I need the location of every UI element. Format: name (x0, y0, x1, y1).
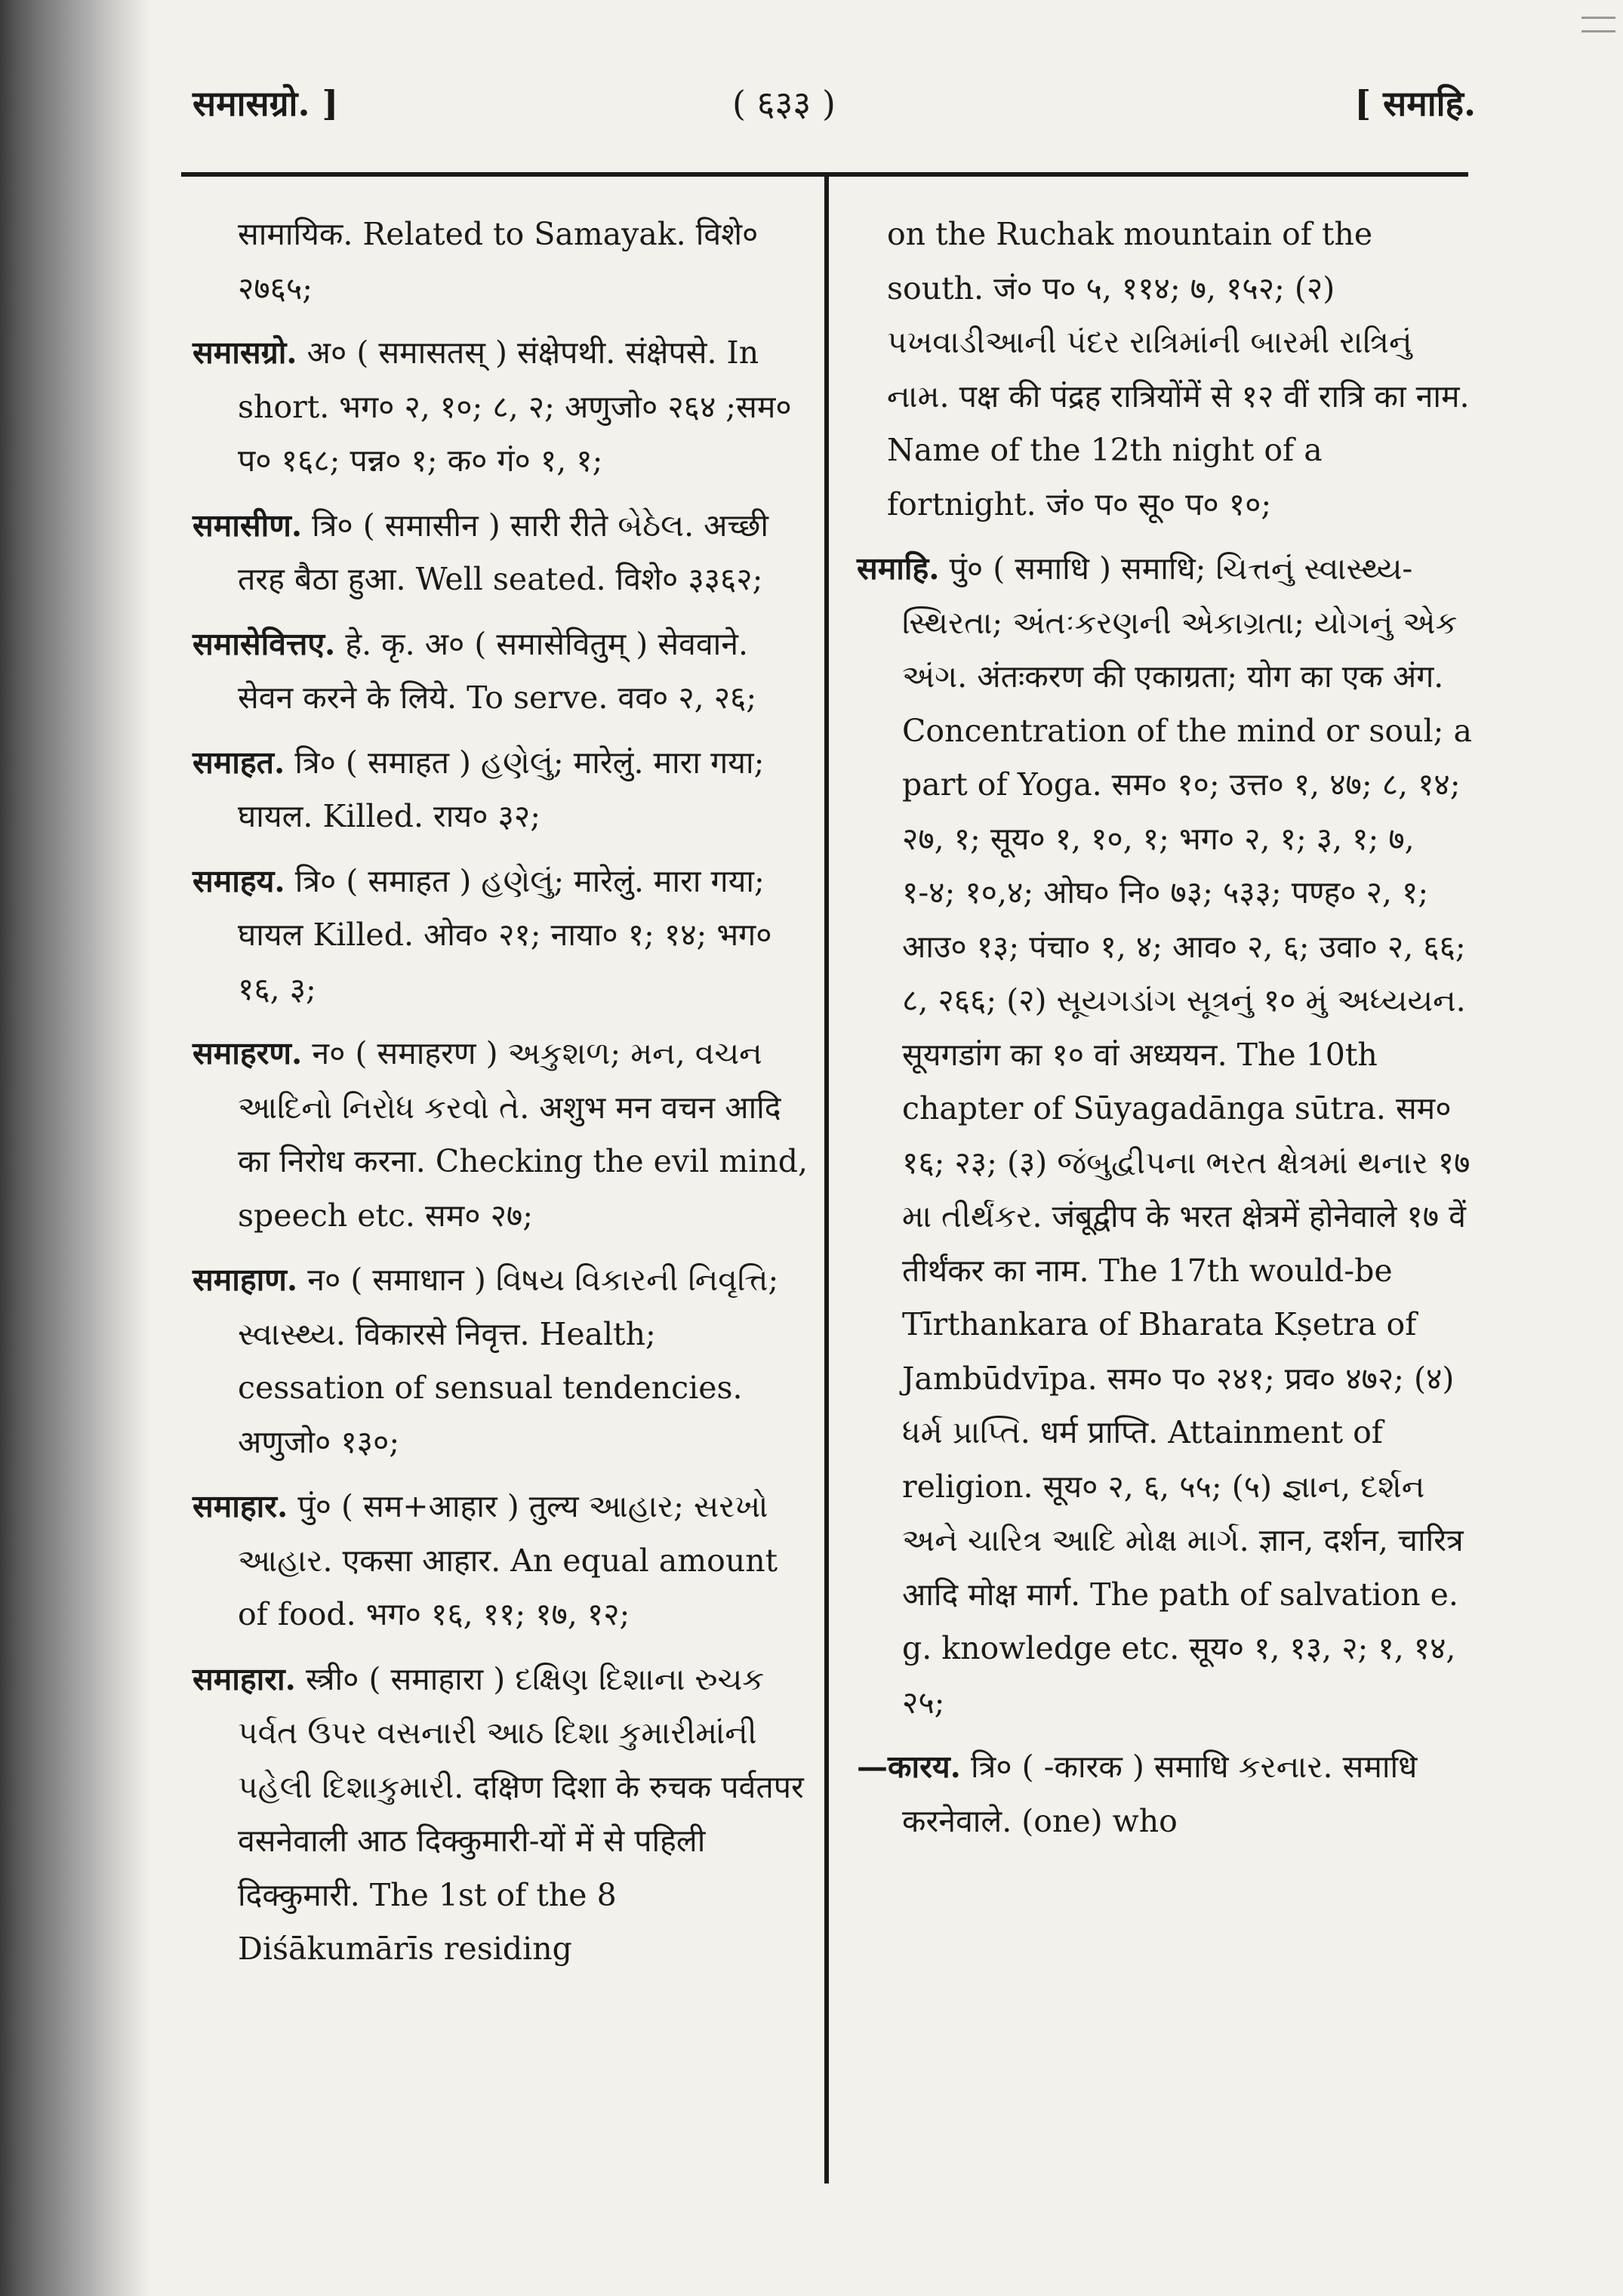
left-column (192, 208, 812, 1987)
dictionary-entry (192, 326, 812, 488)
dictionary-entry (192, 618, 812, 726)
entry-text: त्रि० ( -कारक ) समाधि કરનાર. समाधि करनेवाले. (one) who (902, 1749, 1418, 1839)
corner-mark (1581, 17, 1615, 19)
entry-text: हे. कृ. अ० ( समासेवितुम् ) सेववाने. सेवन करने के लिये. To serve. वव० २, २६; (238, 625, 757, 716)
column-divider (824, 175, 829, 2184)
entry-text: न० ( समाहरण ) અકુશળ; મન, વચન આદિનો નિરોધ કરવો તે. अशुभ मन वचन आदि का निरोध करना. Checking the evil mind, speech etc. सम० २७; (238, 1035, 808, 1234)
corner-mark (1581, 30, 1615, 32)
entry-headword: समासीण. (192, 507, 303, 544)
entry-headword: समाहय. (192, 862, 285, 899)
entry-text: पुं० ( समाधि ) समाधि; ચિત્તનું સ્વાસ્થ્ય-સ્થિરતા; અંતઃકરણની એકાગ્રતા; યોગનું એક અંગ. अंतःकरण की एकाग्रता; योग का एक अंग. Concentration of the mind or soul; a part of Yoga. सम० १०; उत्त० १, ४७; ८, १४; २७, १; सूय० १, १०, १; भग० २, १; ३, १; ७, १-४; १०,४; ओघ० नि० ७३; ५३३; पण्ह० २, १; आउ० १३; पंचा० १, ४; आव० २, ६; उवा० २, ६६; ८, २६६; (२) સૂયગડાંગ સૂત્રનું १० મું અધ્યયન. सूयगडांग का १० वां अध्ययन. The 10th chapter of Sūyagadānga sūtra. सम० १६; २३; (३) જંબુદ્વીપના ભરત ક્ષેત્રમાં થનાર १७ મા તીર્થંકર. जंबूद्वीप के भरत क्षेत्रमें होनेवाले १७ वें तीर्थंकर का नाम. The 17th would-be Tīrthankara of Bharata Kṣetra of Jambūdvīpa. सम० प० २४१; प्रव० ४७२; (४) ધર્મ પ્રાપ્તિ. धर्म प्राप्ति. Attainment of religion. सूय० २, ६, ५५; (५) જ્ઞાન, દર્શન અને ચારિત્ર આદિ મોક્ષ માર્ગ. ज्ञान, दर्शन, चारित्र आदि मोक्ष मार्ग. The path of salvation e. g. knowledge etc. सूय० १, १३, २; १, १४, २५; (902, 550, 1472, 1721)
dictionary-entry (192, 736, 812, 844)
header-left-guide-word: समासग्रो. ] (192, 83, 339, 124)
dictionary-entry (857, 1740, 1472, 1848)
page-header (192, 79, 1476, 147)
entry-text: त्रि० ( समाहत ) હણેલું; मारेलुं. मारा गया; घायल. Killed. राय० ३२; (238, 744, 765, 834)
header-right-guide-word: [ समाहि. (1354, 83, 1476, 124)
dictionary-entry (192, 1653, 812, 1977)
entry-headword: समासेवित्तए. (192, 625, 336, 662)
entry-text: स्त्री० ( समाहारा ) દક્ષિણ દિશાના રુચક પર્વત ઉપર વસનારી આઠ દિશા કુમારીમાંની પહેલી દિશાકુમારી. दक्षिण दिशा के रुचक पर्वतपर वसनेवाली आठ दिक्कुमारी-यों में से पहिली दिक्कुमारी. The 1st of the 8 Diśākumārīs residing (238, 1660, 804, 1967)
dictionary-entry (857, 208, 1472, 532)
dictionary-entry (192, 499, 812, 607)
dictionary-entry (192, 855, 812, 1017)
entry-headword: समाहि. (857, 550, 940, 587)
entry-headword: समाहत. (192, 744, 285, 781)
entry-text: न० ( समाधान ) વિષય વિકારની નિવૃત્તિ; સ્વાસ્થ્ય. विकारसे निवृत्त. Health; cessation of sensual tendencies. अणुजो० १३०; (238, 1262, 779, 1460)
dictionary-entry (192, 208, 812, 316)
entry-text: अ० ( समासतस् ) संक्षेपथी. संक्षेपसे. In short. भग० २, १०; ८, २; अणुजो० २६४ ;सम० प० १६८; पन्न० १; क० गं० १, १; (238, 334, 792, 479)
right-column (857, 208, 1472, 1859)
dictionary-entry (192, 1480, 812, 1642)
entry-headword: समासग्रो. (192, 334, 297, 371)
entry-text: सामायिक. Related to Samayak. विशे० २७६५; (238, 216, 759, 307)
entry-headword: समाहाण. (192, 1262, 298, 1298)
dictionary-entry (857, 542, 1472, 1730)
entry-text: on the Ruchak mountain of the south. जं० प० ५, ११४; ७, १५२; (२) પખવાડીઆની પંદર રાત્રિમાંની બારમી રાત્રિનું નામ. पक्ष की पंद्रह रात्रियोंमें से १२ वीं रात्रि का नाम. Name of the 12th night of a fortnight. जं० प० सू० प० १०; (887, 216, 1470, 522)
dictionary-entry (192, 1027, 812, 1243)
entry-text: त्रि० ( समाहत ) હણેલું; मारेलुं. मारा गया; घायल Killed. ओव० २१; नाया० १; १४; भग० १६, ३; (238, 862, 772, 1007)
entry-headword: समाहार. (192, 1488, 288, 1524)
entry-headword: समाहरण. (192, 1035, 303, 1071)
entry-headword: समाहारा. (192, 1660, 296, 1697)
entry-headword: —कारय. (857, 1749, 961, 1785)
entry-text: त्रि० ( समासीन ) सारी रीते બેઠેલ. अच्छी तरह बैठा हुआ. Well seated. विशे० ३३६२; (238, 507, 768, 597)
page-number: ( ६३३ ) (732, 83, 836, 124)
dictionary-entry (192, 1253, 812, 1469)
entry-text: पुं० ( सम+आहार ) तुल्य આહાર; સરખો આહાર. एकसा आहार. An equal amount of food. भग० १६, ११; १७, १२; (238, 1488, 778, 1632)
page-gutter-shadow (0, 0, 151, 2296)
